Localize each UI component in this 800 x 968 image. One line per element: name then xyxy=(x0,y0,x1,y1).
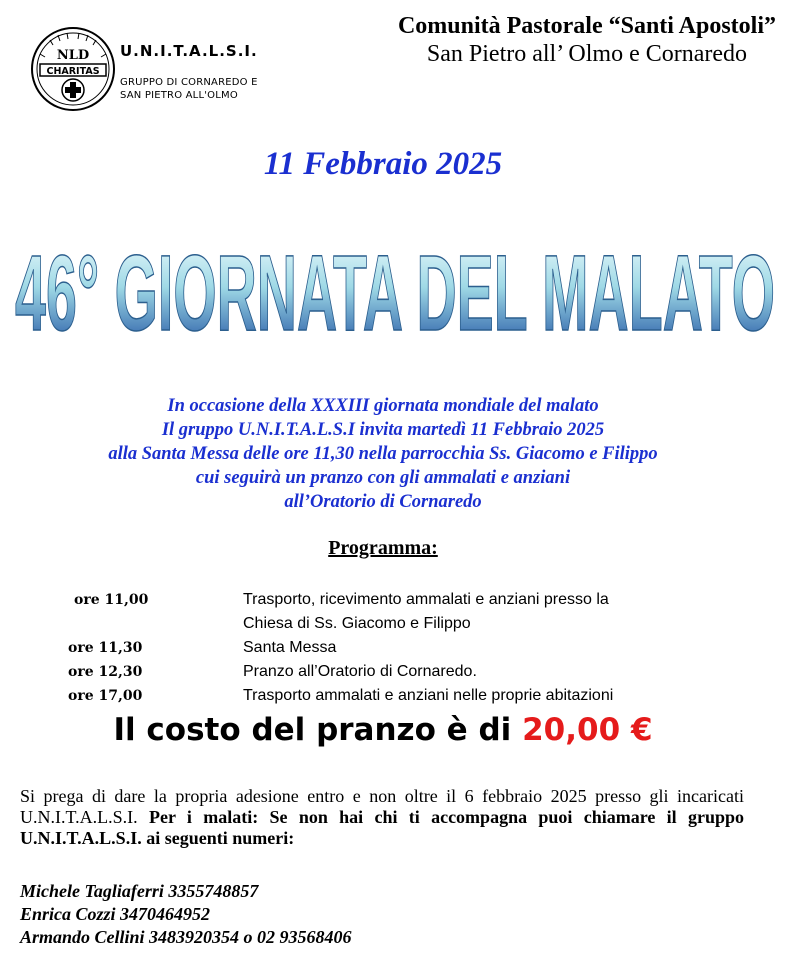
seal-top-text: NLD xyxy=(56,48,90,63)
parish-name: Comunità Pastorale “Santi Apostoli” xyxy=(397,13,776,39)
intro-line: alla Santa Messa delle ore 11,30 nella parrocchia Ss. Giacomo e Filippo xyxy=(108,444,658,464)
intro-text xyxy=(0,394,766,514)
unitalsi-logo xyxy=(30,26,290,112)
schedule-desc: Pranzo all’Oratorio di Cornaredo. xyxy=(243,663,477,680)
event-title-text: 46° GIORNATA DEL MALATO xyxy=(15,232,776,354)
group-name xyxy=(120,76,258,102)
contact-item: Enrica Cozzi 3470464952 xyxy=(20,904,211,924)
intro-line: all’Oratorio di Cornaredo xyxy=(284,492,482,512)
parish-header xyxy=(398,12,776,68)
schedule-row xyxy=(68,660,768,684)
schedule-desc: Trasporto ammalati e anziani nelle proprie abitazioni xyxy=(243,687,614,704)
schedule-row xyxy=(68,588,768,612)
cost-label: Il costo del pranzo è di xyxy=(113,712,523,748)
schedule xyxy=(68,588,768,708)
schedule-time: ore 11,00 xyxy=(74,592,149,608)
notice-bold: Per i malati: Se non hai chi ti accompagna puoi chiamare il gruppo U.N.I.T.A.L.S.I. ai seguenti numeri: xyxy=(20,807,744,848)
schedule-desc: Chiesa di Ss. Giacomo e Filippo xyxy=(243,615,471,632)
seal-band-text: CHARITAS xyxy=(46,66,100,77)
schedule-row xyxy=(68,636,768,660)
cost-price: 20,00 € xyxy=(522,712,653,748)
registration-notice xyxy=(20,786,744,849)
intro-line: In occasione della XXXIII giornata mondiale del malato xyxy=(167,396,599,416)
schedule-time: ore 11,30 xyxy=(68,640,143,656)
group-line-1: GRUPPO DI CORNAREDO E xyxy=(120,77,258,88)
contact-item: Armando Cellini 3483920354 o 02 93568406 xyxy=(20,927,352,947)
program-heading: Programma: xyxy=(328,537,438,559)
schedule-time: ore 17,00 xyxy=(68,688,143,704)
intro-line: Il gruppo U.N.I.T.A.L.S.I invita martedì 11 Febbraio 2025 xyxy=(161,420,605,440)
contact-item: Michele Tagliaferri 3355748857 xyxy=(20,881,259,901)
schedule-desc: Santa Messa xyxy=(243,639,337,656)
event-date: 11 Febbraio 2025 xyxy=(263,146,503,182)
parish-places: San Pietro all’ Olmo e Cornaredo xyxy=(426,41,748,67)
contact-list xyxy=(20,880,352,949)
schedule-row xyxy=(68,612,768,636)
schedule-row xyxy=(68,684,768,708)
schedule-time: ore 12,30 xyxy=(68,664,143,680)
intro-line: cui seguirà un pranzo con gli ammalati e anziani xyxy=(195,468,571,488)
notice-plain: Si prega di dare la propria adesione entro e non oltre il 6 febbraio 2025 presso gli incaricati U.N.I.T.A.L.S.I. xyxy=(20,786,744,827)
charitas-seal-icon xyxy=(30,26,116,112)
lunch-cost xyxy=(0,712,766,748)
group-line-2: SAN PIETRO ALL'OLMO xyxy=(120,90,238,101)
unitalsi-name: U.N.I.T.A.L.S.I. xyxy=(120,42,258,60)
event-title xyxy=(10,220,780,360)
schedule-desc: Trasporto, ricevimento ammalati e anziani presso la xyxy=(243,591,609,608)
